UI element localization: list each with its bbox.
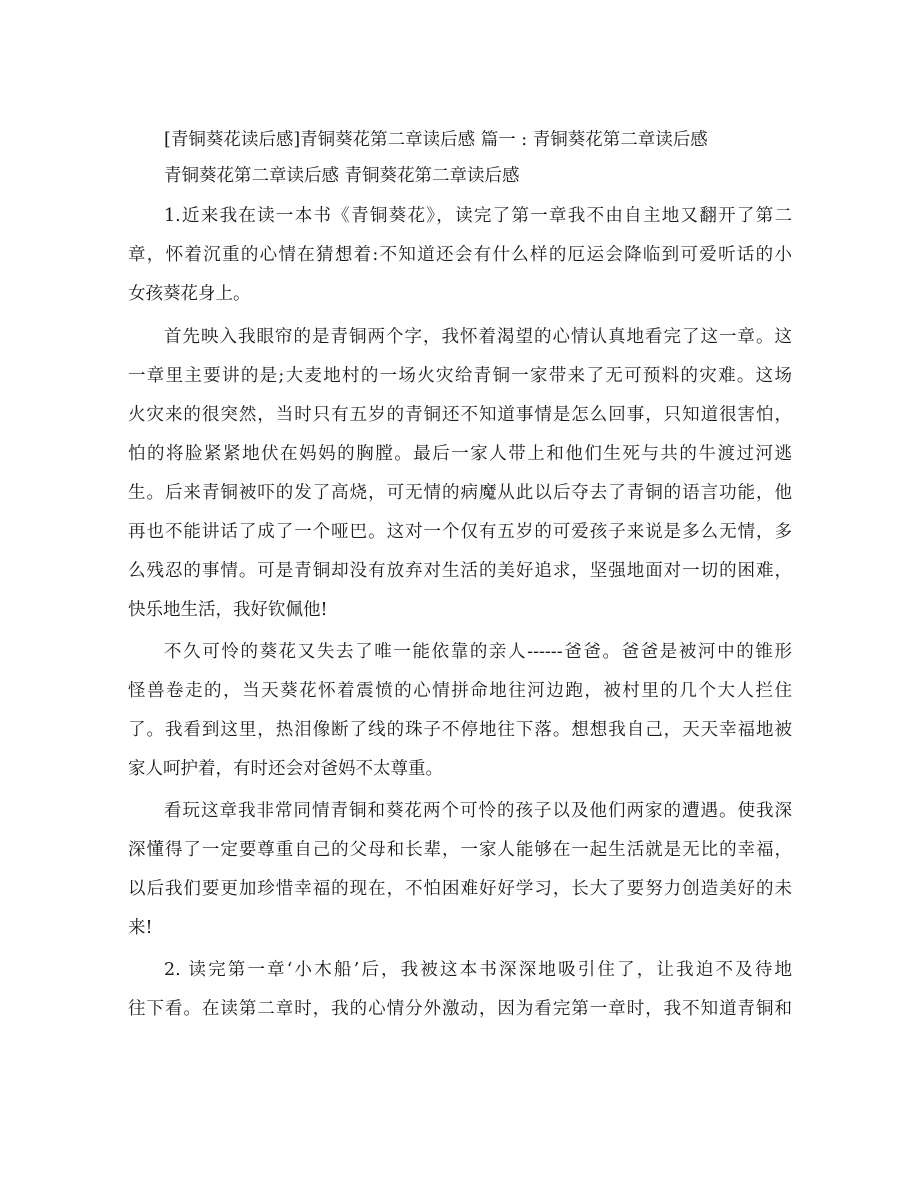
paragraph-5-line-1: 2. 读完第一章‘小木船’后，我被这本书深深地吸引住了，让我迫不及待地 [164, 960, 792, 980]
paragraph-2-line-1: 首先映入我眼帘的是青铜两个字，我怀着渴望的心情认真地看完了这一章。这 [164, 327, 792, 347]
paragraph-2-line-2: 一章里主要讲的是;大麦地村的一场火灾给青铜一家带来了无可预料的灾难。这场 [128, 366, 792, 386]
paragraph-3-line-2: 怪兽卷走的，当天葵花怀着震愤的心情拼命地往河边跑，被村里的几个大人拦住 [128, 681, 792, 701]
paragraph-2-line-3: 火灾来的很突然，当时只有五岁的青铜还不知道事情是怎么回事，只知道很害怕， [128, 405, 792, 425]
paragraph-1-line-3: 女孩葵花身上。 [128, 284, 251, 304]
paragraph-2-line-5: 生。后来青铜被吓的发了高烧，可无情的病魔从此以后夺去了青铜的语言功能，他 [128, 483, 792, 503]
paragraph-2-line-8: 快乐地生活，我好钦佩他! [128, 600, 328, 620]
paragraph-2-line-4: 怕的将脸紧紧地伏在妈妈的胸膛。最后一家人带上和他们生死与共的牛渡过河逃 [128, 444, 792, 464]
paragraph-2-line-7: 么残忍的事情。可是青铜却没有放弃对生活的美好追求，坚强地面对一切的困难， [128, 561, 792, 581]
paragraph-1-line-1: 1.近来我在读一本书《青铜葵花》，读完了第一章我不由自主地又翻开了第二 [164, 206, 792, 226]
paragraph-3-line-1: 不久可怜的葵花又失去了唯一能依靠的亲人------爸爸。爸爸是被河中的锥形 [164, 642, 792, 662]
document-title: [青铜葵花读后感]青铜葵花第二章读后感 篇一 : 青铜葵花第二章读后感 [164, 130, 708, 150]
paragraph-4-line-4: 来! [128, 918, 153, 938]
paragraph-1-line-2: 章，怀着沉重的心情在猜想着:不知道还会有什么样的厄运会降临到可爱听话的小 [128, 245, 792, 265]
paragraph-4-line-2: 深懂得了一定要尊重自己的父母和长辈，一家人能够在一起生活就是无比的幸福， [128, 840, 792, 860]
paragraph-3-line-4: 家人呵护着，有时还会对爸妈不太尊重。 [128, 759, 443, 779]
paragraph-4-line-1: 看玩这章我非常同情青铜和葵花两个可怜的孩子以及他们两家的遭遇。使我深 [164, 801, 792, 821]
paragraph-4-line-3: 以后我们要更加珍惜幸福的现在，不怕困难好好学习，长大了要努力创造美好的未 [128, 879, 792, 899]
paragraph-3-line-3: 了。我看到这里，热泪像断了线的珠子不停地往下落。想想我自己，天天幸福地被 [128, 720, 792, 740]
paragraph-2-line-6: 再也不能讲话了成了一个哑巴。这对一个仅有五岁的可爱孩子来说是多么无情，多 [128, 522, 792, 542]
document-subtitle: 青铜葵花第二章读后感 青铜葵花第二章读后感 [164, 166, 520, 186]
paragraph-5-line-2: 往下看。在读第二章时，我的心情分外激动，因为看完第一章时，我不知道青铜和 [128, 999, 792, 1019]
